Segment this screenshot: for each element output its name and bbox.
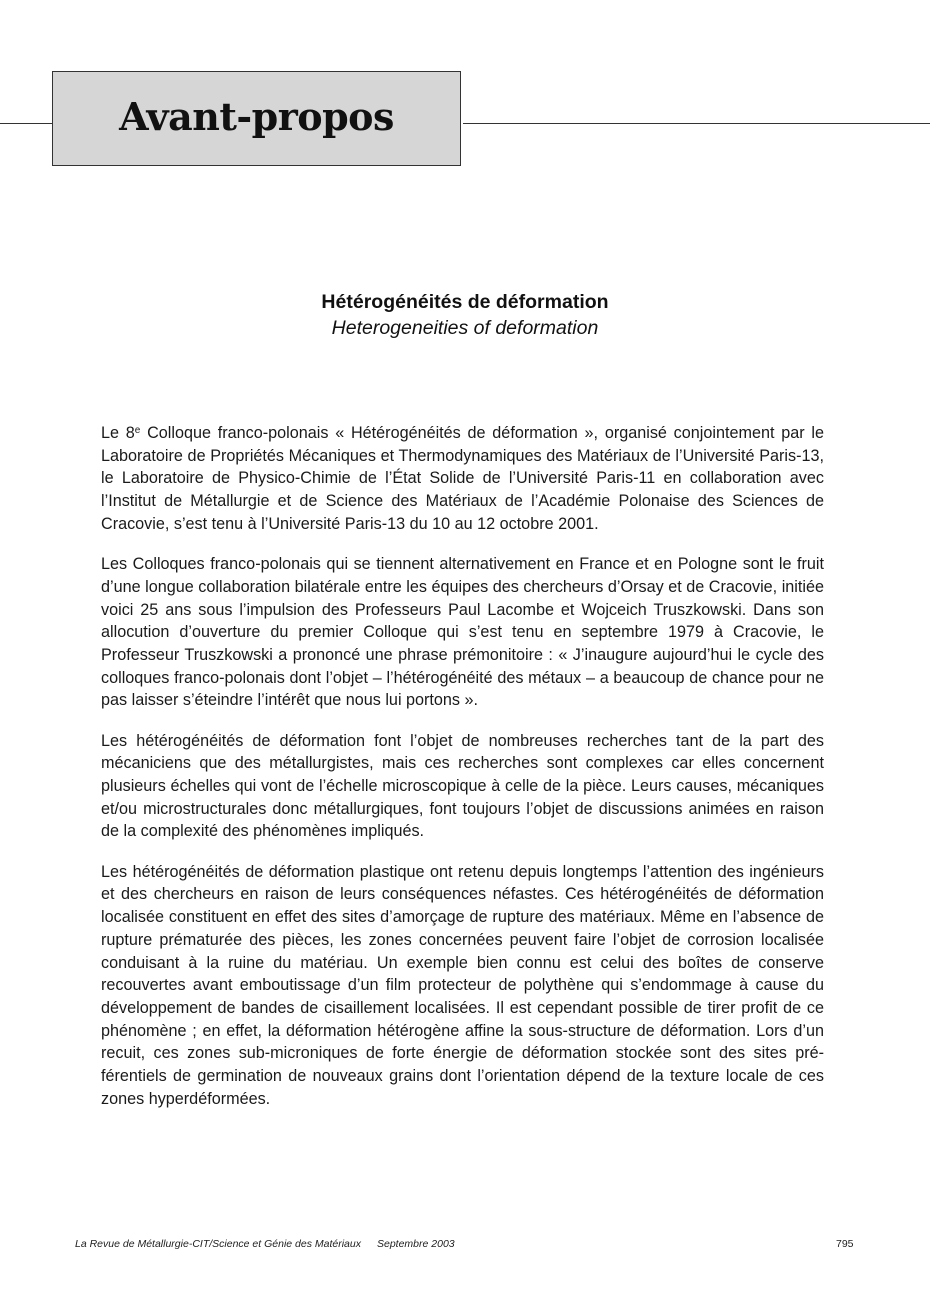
footer-date: Septembre 2003 xyxy=(376,1238,455,1250)
ordinal-superscript: e xyxy=(134,425,141,436)
page-title: Avant-propos xyxy=(119,94,394,139)
paragraph-2: Les Colloques franco-polonais qui se tiennent alternativement en France et en Pologne sont le fruit d’une longue collaboration bilatérale entre les équipes des chercheurs d’Orsay et de Cracovie, initiée voici 25 ans sous l’impulsion des Professeurs Paul Lacombe et Wojceich Truszkowski. Dans son allocution d’ouverture du premier Colloque qui s’est tenu en septembre 1979 à Cracovie, le Professeur Truszkowski a prononcé une phrase prémonitoire : « J’inaugure aujourd’hui le cycle des colloques franco-polonais dont l’objet – l’hétérogénéité des métaux – a beaucoup de chance pour ne pas laisser s’éteindre l’intérêt que nous lui portons ». xyxy=(101,555,824,710)
subtitle-french: Hétérogénéités de déformation xyxy=(321,291,609,313)
body-text xyxy=(101,422,824,1128)
paragraph-4: Les hétérogénéités de déformation plastique ont retenu depuis longtemps l’attention des ingénieurs et des chercheurs en raison de leurs conséquences néfastes. Ces hétérogénéités de déformation localisée constituent en effet des sites d’amorçage de rupture des matériaux. Même en l’absence de rupture prématurée des pièces, les zones concernées peuvent faire l’objet de corrosion localisée conduisant à la ruine du matériau. Un exemple bien connu est celui des boîtes de conserve recouvertes avant emboutissage d’un film protecteur de polythène qui s’endommage à cause du développement de bandes de cisaillement localisées. Il est cependant possible de tirer profit de ce phénomène ; en effet, la déformation hétérogène affine la sous-structure de déformation. Lors d’un recuit, ces zones sub-microniques de forte énergie de déformation stockée sont des sites préférentiels de germination de nouveaux grains dont l’orientation dépend de la texture locale de ces zones hyperdéformées. xyxy=(101,862,824,1108)
paragraph-1-text: Colloque franco-polonais « Hétérogénéités de déformation », organisé conjointement par le Laboratoire de Propriétés Mécaniques et Thermodynamiques des Matériaux de l’Université Paris-13, le Laboratoire de Physico-Chimie de l’État Solide de l’Université Paris-11 en collaboration avec l’Institut de Métallurgie et de Science des Matériaux de l’Académie Polonaise des Sciences de Cracovie, s’est tenu à l’Université Paris-13 du 10 au 12 octobre 2001. xyxy=(101,424,824,533)
paragraph-3: Les hétérogénéités de déformation font l’objet de nombreuses recherches tant de la part des mécaniciens que des métallurgistes, mais ces recherches sont complexes car elles concernent plusieurs échelles qui vont de l’échelle microscopique à celle de la pièce. Leurs causes, mécaniques et/ou microstructurales donc métallurgiques, font toujours l’objet de discussions animées en raison de la complexité des phénomènes impliqués. xyxy=(101,731,824,841)
subtitle-block xyxy=(0,289,930,341)
footer-journal: La Revue de Métallurgie-CIT/Science et Génie des Matériaux xyxy=(75,1238,361,1250)
paragraph-1 xyxy=(101,422,824,536)
header-rule-right xyxy=(463,123,930,124)
title-box xyxy=(52,71,461,166)
header-rule-left xyxy=(0,123,52,124)
paragraph-1-lead: Le 8 xyxy=(101,424,135,442)
page-number: 795 xyxy=(836,1238,854,1250)
footer-journal-line xyxy=(75,1238,455,1250)
subtitle-english: Heterogeneities of deformation xyxy=(331,317,599,339)
